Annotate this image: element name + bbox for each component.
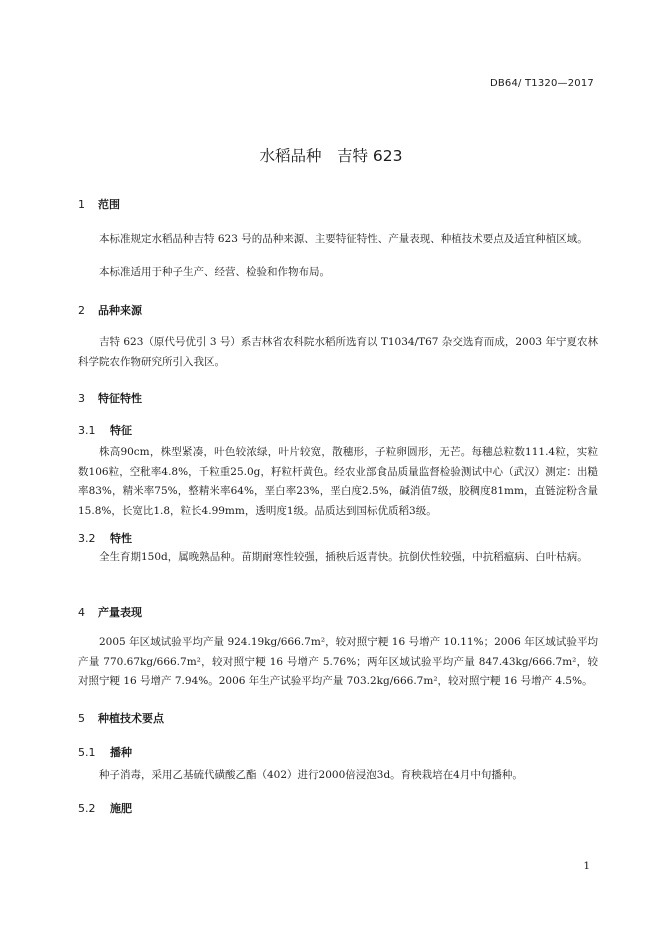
- section-number: 5: [78, 712, 85, 725]
- subsection-number: 3.1: [78, 424, 96, 437]
- subsection-title: 特性: [110, 532, 132, 545]
- page-number: 1: [583, 860, 590, 872]
- section-title: 范围: [98, 198, 120, 211]
- features-paragraph: 株高90cm，株型紧凑，叶色较浓绿，叶片较宽，散穗形，子粒卵圆形，无芒。每穗总粒数111.4粒，实粒数106粒，空秕率4.8%，千粒重25.0g，籽粒杆黄色。经农业部食品质量监督检验测试中心（武汉）测定：出糙率83%，精米率75%，整精米率64%，垩白率23%，垩白度2.5%，碱消值7级，胶稠度81mm，直链淀粉含量15.8%，长宽比1.8，粒长4.99mm，透明度1级。品质达到国标优质稻3级。: [78, 446, 598, 517]
- section-heading-cultivation: [78, 710, 164, 726]
- subsection-number: 3.2: [78, 532, 96, 545]
- origin-paragraph: 吉特 623（原代号优引 3 号）系吉林省农科院水稻所选育以 T1034/T67 杂交选育而成，2003 年宁夏农林科学院农作物研究所引入我区。: [78, 336, 598, 368]
- subsection-title: 特征: [110, 424, 132, 437]
- document-title: 水稻品种 吉特 623: [259, 147, 403, 165]
- subsection-number: 5.1: [78, 746, 96, 759]
- section-heading-origin: [78, 302, 142, 318]
- subsection-heading-sowing: [78, 744, 132, 760]
- subsection-number: 5.2: [78, 802, 96, 815]
- section-number: 1: [78, 198, 85, 211]
- section-title: 特征特性: [98, 392, 142, 405]
- characteristics-paragraph: 全生育期150d，属晚熟品种。苗期耐寒性较强，插秧后返青快。抗倒伏性较强，中抗稻瘟病、白叶枯病。: [99, 551, 588, 563]
- scope-paragraph-2: 本标准适用于种子生产、经营、检验和作物布局。: [99, 266, 330, 278]
- scope-paragraph-1: 本标准规定水稻品种吉特 623 号的品种来源、主要特征特性、产量表现、种植技术要点及适宜种植区域。: [99, 233, 588, 245]
- section-number: 3: [78, 392, 85, 405]
- subsection-title: 播种: [110, 746, 132, 759]
- section-title: 种植技术要点: [98, 712, 164, 725]
- sowing-paragraph: 种子消毒，采用乙基硫代磺酸乙酯（402）进行2000倍浸泡3d。育秧栽培在4月中旬播种。: [99, 769, 523, 781]
- document-number: DB64/ T1320—2017: [489, 78, 594, 89]
- subsection-title: 施肥: [110, 802, 132, 815]
- section-number: 4: [78, 606, 85, 619]
- yield-paragraph: 2005 年区域试验平均产量 924.19kg/666.7m²，较对照宁粳 16 号增产 10.11%；2006 年区域试验平均产量 770.67kg/666.7m²，较对照宁粳 16 号增产 5.76%；两年区域试验平均产量 847.43kg/666.7m²，较对照宁粳 16 号增产 7.94%。2006 年生产试验平均产量 703.2kg/666.7m²，较对照宁粳 16 号增产 4.5%。: [78, 636, 598, 687]
- section-heading-traits: [78, 390, 142, 406]
- section-heading-yield: [78, 604, 142, 620]
- subsection-heading-fertilizing: [78, 800, 132, 816]
- section-title: 品种来源: [98, 304, 142, 317]
- subsection-heading-characteristics: [78, 530, 132, 546]
- section-title: 产量表现: [98, 606, 142, 619]
- subsection-heading-features: [78, 422, 132, 438]
- section-heading-scope: [78, 196, 120, 212]
- section-number: 2: [78, 304, 85, 317]
